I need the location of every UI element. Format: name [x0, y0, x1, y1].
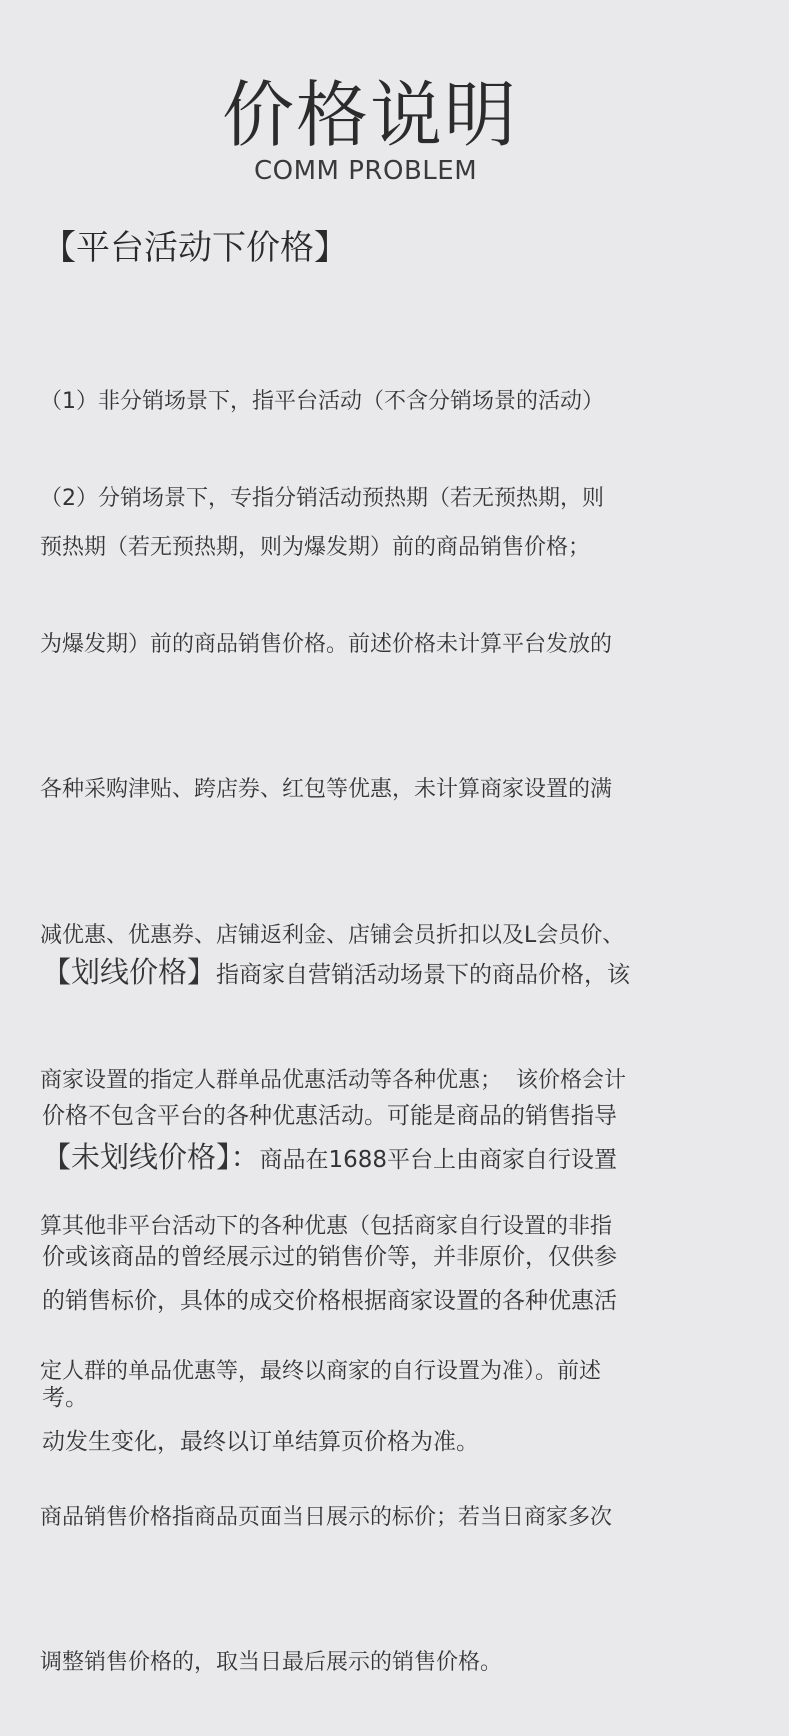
text-line: 各种采购津贴、跨店券、红包等优惠，未计算商家设置的满 — [40, 777, 613, 802]
text-line: 算其他非平台活动下的各种优惠（包括商家自行设置的非指 — [40, 1213, 613, 1239]
text-line: 商品销售价格指商品页面当日展示的标价；若当日商家多次 — [40, 1504, 613, 1530]
text-line: 价或该商品的曾经展示过的销售价等，并非原价，仅供参 — [42, 1244, 617, 1270]
text-line: 定人群的单品优惠等，最终以商家的自行设置为准）。前述 — [40, 1359, 602, 1384]
text-line: 价格不包含平台的各种优惠活动。可能是商品的销售指导 — [42, 1103, 617, 1129]
text-line: 预热期（若无预热期，则为爆发期）前的商品销售价格； — [40, 534, 591, 560]
text-line: 动发生变化，最终以订单结算页价格为准。 — [42, 1429, 479, 1455]
text-span: 指商家自营销活动场景下的商品价格，该 — [216, 962, 631, 988]
non-strikethrough-price-heading: 【未划线价格】： — [42, 1140, 260, 1174]
non-strikethrough-price-section — [42, 1040, 617, 1513]
text-line: 考。 — [42, 1385, 88, 1411]
text-span: 商品在1688平台上由商家自行设置 — [259, 1147, 618, 1173]
text-line: 为爆发期）前的商品销售价格。前述价格未计算平台发放的 — [40, 631, 613, 657]
text-line: （1）非分销场景下，指平台活动（不含分销场景的活动） — [40, 389, 604, 414]
text-line: 减优惠、优惠券、店铺返利金、店铺会员折扣以及L会员价、 — [40, 922, 625, 948]
text-line: 的销售标价，具体的成交价格根据商家设置的各种优惠活 — [42, 1288, 617, 1314]
page-title: 价格说明 — [222, 73, 519, 157]
strikethrough-price-heading: 【划线价格】 — [42, 955, 217, 989]
text-line: 商家设置的指定人群单品优惠活动等各种优惠； 该价格会计 — [40, 1068, 626, 1093]
text-line — [42, 1134, 617, 1184]
text-line: 调整销售价格的，取当日最后展示的销售价格。 — [40, 1650, 503, 1675]
page-subtitle: COMM PROBLEM — [254, 156, 478, 186]
text-line — [42, 949, 630, 999]
platform-price-heading: 【平台活动下价格】 — [42, 228, 348, 268]
text-line: （2）分销场景下，专指分销活动预热期（若无预热期，则 — [40, 486, 604, 511]
